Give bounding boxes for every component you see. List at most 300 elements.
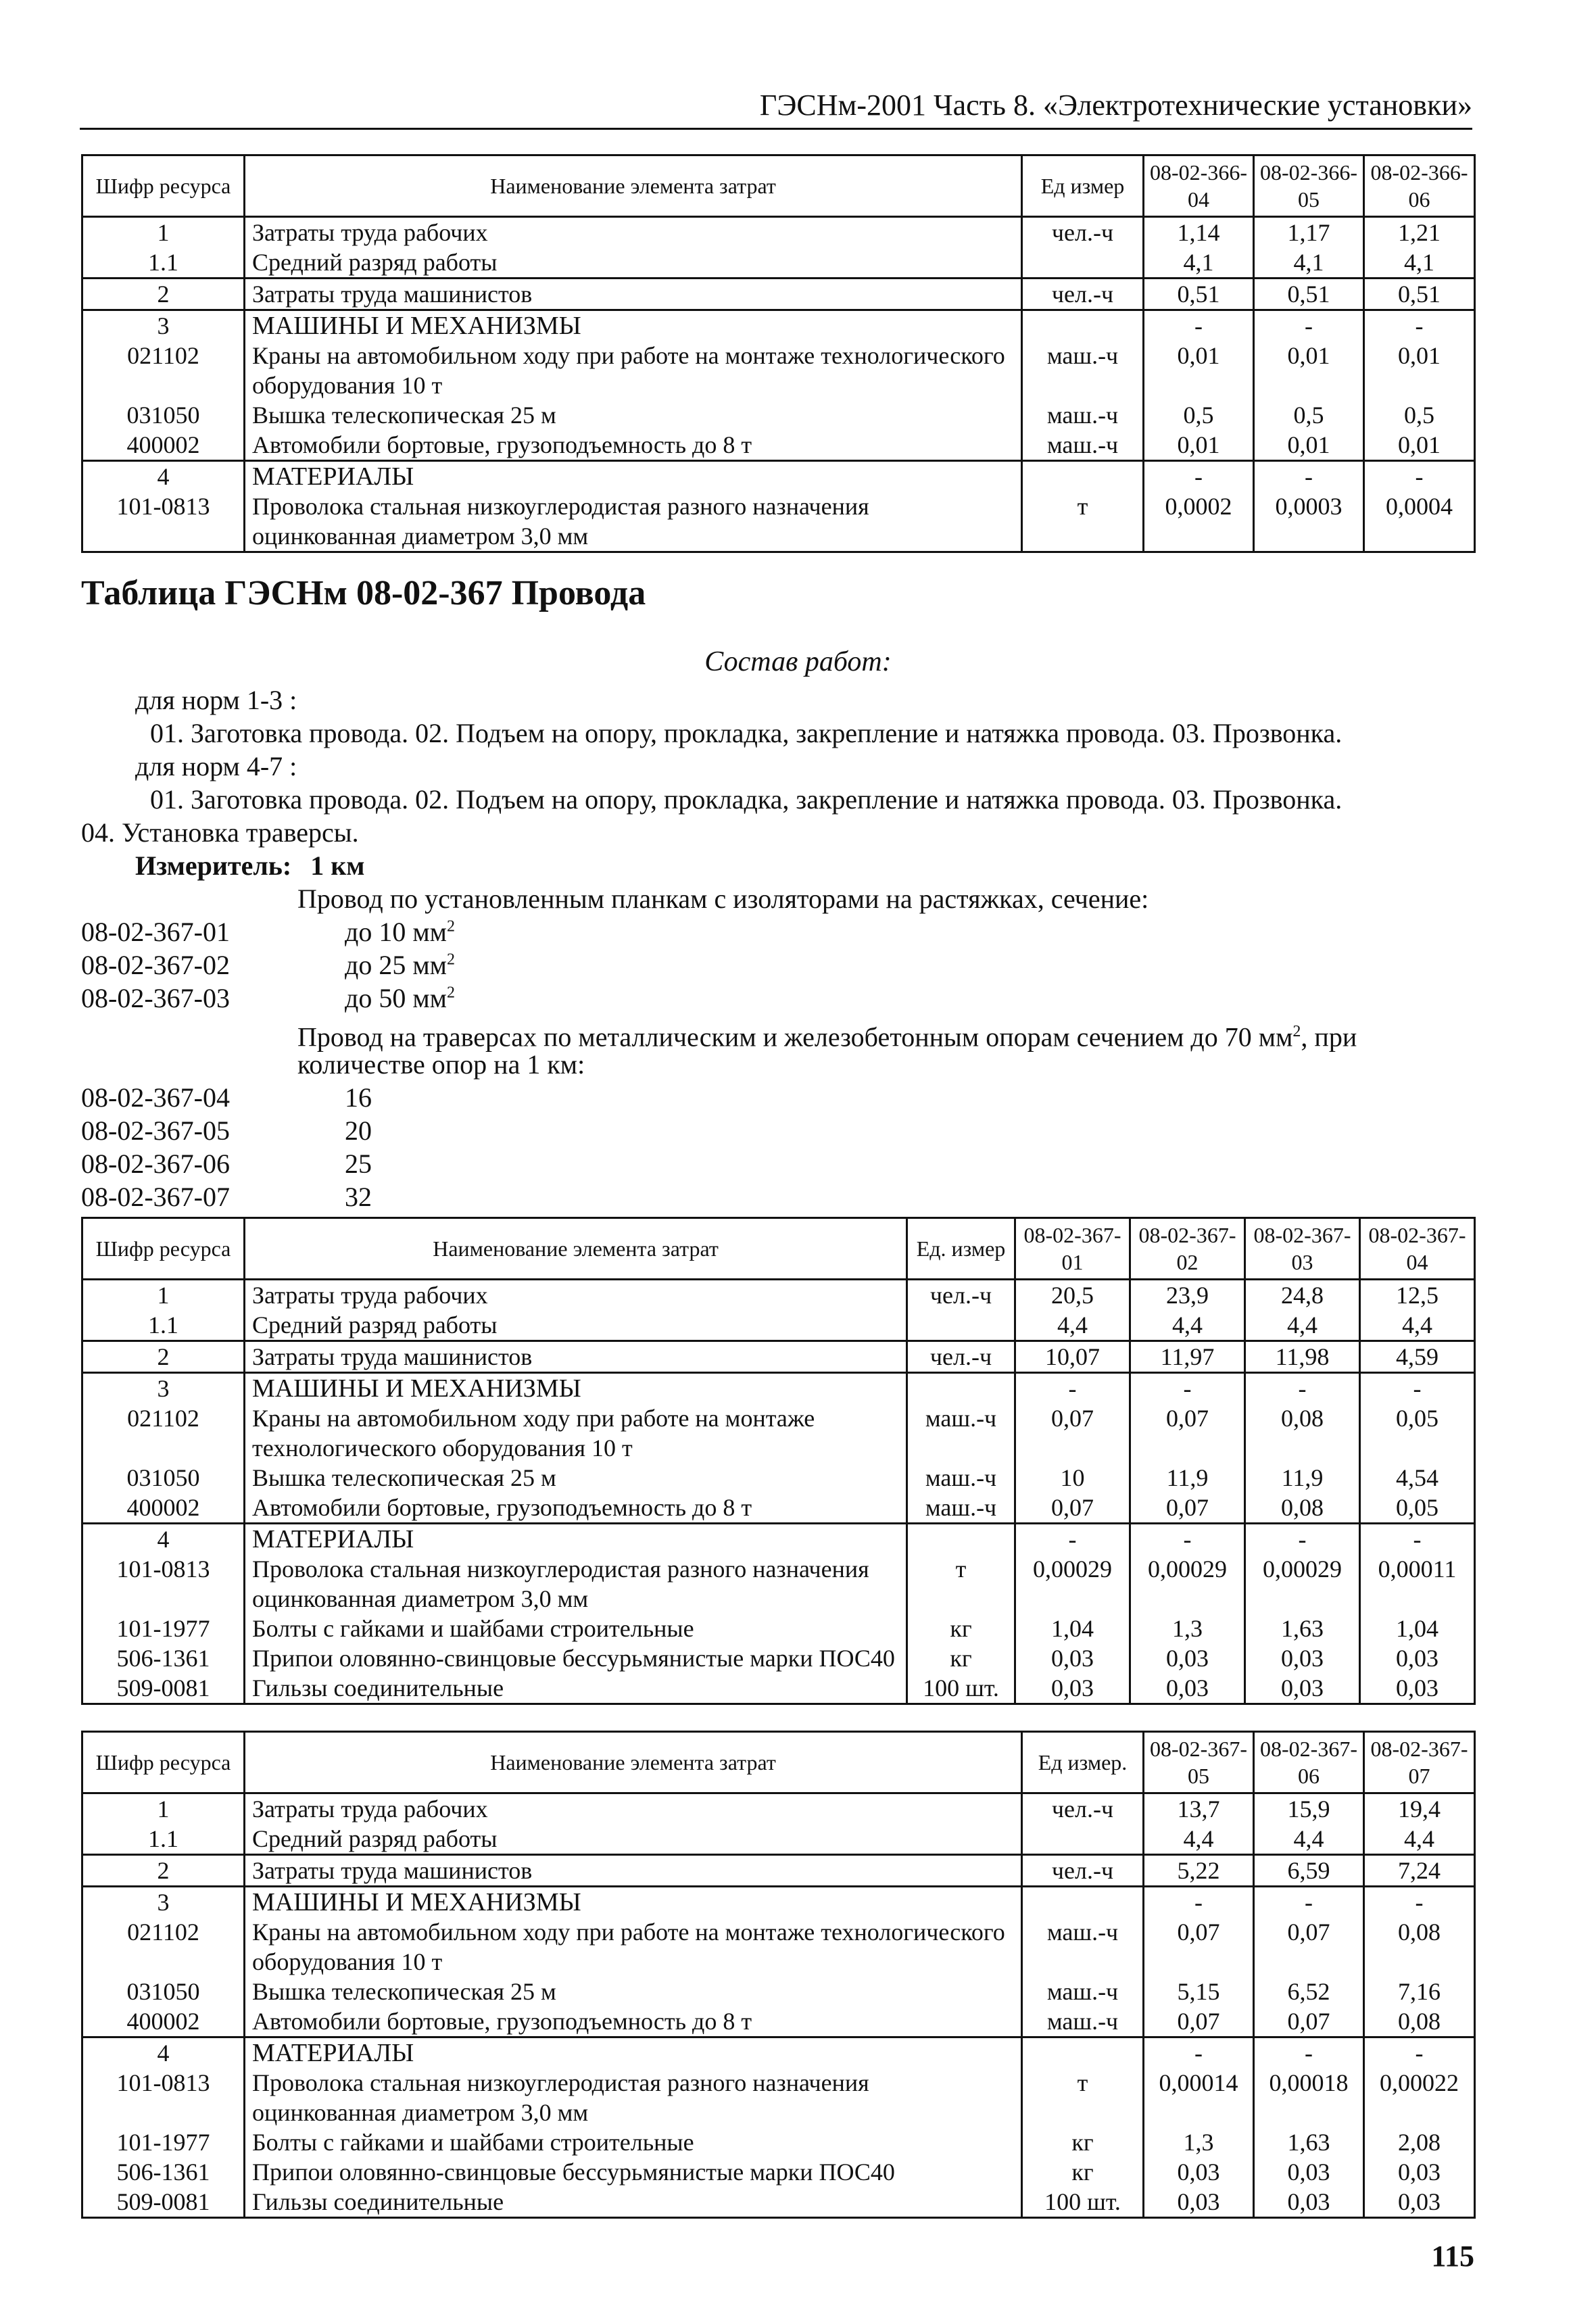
row-value: 4,4 bbox=[1015, 1310, 1130, 1341]
row-value: 1,17 bbox=[1254, 217, 1364, 248]
row-name: Средний разряд работы bbox=[245, 1824, 1022, 1855]
norm-value-sup: 2 bbox=[446, 984, 455, 1002]
col-norm-header: 08-02-367-06 bbox=[1254, 1732, 1364, 1793]
col-norm-header: 08-02-366-05 bbox=[1254, 155, 1364, 217]
row-value: 4,59 bbox=[1360, 1341, 1475, 1373]
row-unit bbox=[1022, 310, 1144, 341]
row-name: Затраты труда машинистов bbox=[245, 279, 1022, 310]
norm-code: 08-02-367-03 bbox=[81, 983, 230, 1013]
row-value: 0,00029 bbox=[1130, 1554, 1245, 1614]
row-unit: маш.-ч bbox=[1022, 2006, 1144, 2037]
table-row bbox=[82, 1493, 1475, 1524]
group2-description-line2: количестве опор на 1 км: bbox=[297, 1049, 585, 1080]
col-name-header: Наименование элемента затрат bbox=[245, 1218, 907, 1280]
table-row bbox=[82, 1614, 1475, 1643]
table-row bbox=[82, 310, 1475, 341]
row-code: 509-0081 bbox=[82, 1673, 245, 1704]
row-name: Гильзы соединительные bbox=[245, 2187, 1022, 2218]
row-name: Проволока стальная низкоуглеродистая разного назначения оцинкованная диаметром 3,0 мм bbox=[245, 491, 1022, 552]
row-value: 4,1 bbox=[1364, 247, 1475, 279]
row-value: 0,03 bbox=[1245, 1643, 1360, 1673]
row-value: 0,03 bbox=[1254, 2157, 1364, 2187]
col-norm-header: 08-02-367-05 bbox=[1144, 1732, 1254, 1793]
row-unit: чел.-ч bbox=[1022, 217, 1144, 248]
row-unit: кг bbox=[907, 1614, 1015, 1643]
table-header-row bbox=[82, 1732, 1475, 1793]
table-row bbox=[82, 430, 1475, 461]
operations-4-7-line1: 01. Заготовка провода. 02. Подъем на опору, прокладка, закрепление и натяжка провода. 03. Прозвонка. bbox=[150, 784, 1343, 815]
col-unit-header: Ед. измер bbox=[907, 1218, 1015, 1280]
row-unit: т bbox=[1022, 491, 1144, 552]
row-name: Затраты труда рабочих bbox=[245, 1280, 907, 1311]
row-value: 10,07 bbox=[1015, 1341, 1130, 1373]
table-row bbox=[82, 1824, 1475, 1855]
row-unit: маш.-ч bbox=[1022, 430, 1144, 461]
row-code: 400002 bbox=[82, 430, 245, 461]
row-value: 0,00029 bbox=[1245, 1554, 1360, 1614]
row-value: 0,07 bbox=[1254, 1917, 1364, 1977]
row-code: 101-1977 bbox=[82, 1614, 245, 1643]
row-value: 23,9 bbox=[1130, 1280, 1245, 1311]
row-value: 1,3 bbox=[1144, 2127, 1254, 2157]
row-value: 0,00018 bbox=[1254, 2068, 1364, 2127]
row-unit bbox=[907, 1373, 1015, 1404]
row-value: 0,07 bbox=[1144, 2006, 1254, 2037]
row-value: 0,07 bbox=[1144, 1917, 1254, 1977]
row-unit bbox=[907, 1524, 1015, 1555]
row-unit: 100 шт. bbox=[1022, 2187, 1144, 2218]
table-row bbox=[82, 1524, 1475, 1555]
row-value: - bbox=[1130, 1524, 1245, 1555]
row-value: 0,03 bbox=[1360, 1673, 1475, 1704]
table-row bbox=[82, 217, 1475, 248]
col-norm-header: 08-02-367-04 bbox=[1360, 1218, 1475, 1280]
row-code: 101-0813 bbox=[82, 1554, 245, 1614]
row-unit bbox=[907, 1310, 1015, 1341]
row-value: 0,03 bbox=[1254, 2187, 1364, 2218]
row-value: - bbox=[1254, 2037, 1364, 2069]
col-norm-header: 08-02-367-01 bbox=[1015, 1218, 1130, 1280]
row-name: Автомобили бортовые, грузоподъемность до 8 т bbox=[245, 1493, 907, 1524]
row-value: 1,63 bbox=[1254, 2127, 1364, 2157]
row-unit: кг bbox=[1022, 2157, 1144, 2187]
row-value: 0,01 bbox=[1254, 430, 1364, 461]
norms-1-3-label: для норм 1-3 : bbox=[135, 685, 297, 715]
row-name: Припои оловянно-свинцовые бессурьмянистые марки ПОС40 bbox=[245, 1643, 907, 1673]
row-value: 7,16 bbox=[1364, 1977, 1475, 2006]
row-name: Автомобили бортовые, грузоподъемность до 8 т bbox=[245, 2006, 1022, 2037]
row-code: 400002 bbox=[82, 2006, 245, 2037]
row-value: 12,5 bbox=[1360, 1280, 1475, 1311]
norm-value-text: до 50 мм bbox=[345, 983, 447, 1013]
row-name: Вышка телескопическая 25 м bbox=[245, 1977, 1022, 2006]
row-value: 0,5 bbox=[1364, 400, 1475, 430]
row-value: 0,00014 bbox=[1144, 2068, 1254, 2127]
row-value: 11,98 bbox=[1245, 1341, 1360, 1373]
table-row bbox=[82, 400, 1475, 430]
norm-code: 08-02-367-02 bbox=[81, 950, 230, 980]
row-value: 24,8 bbox=[1245, 1280, 1360, 1311]
row-value: 0,03 bbox=[1364, 2157, 1475, 2187]
row-unit: маш.-ч bbox=[907, 1463, 1015, 1493]
row-value: 20,5 bbox=[1015, 1280, 1130, 1311]
row-value: 0,00022 bbox=[1364, 2068, 1475, 2127]
row-value: 1,04 bbox=[1015, 1614, 1130, 1643]
section-heading: МАШИНЫ И МЕХАНИЗМЫ bbox=[245, 1887, 1022, 1918]
row-value: 0,03 bbox=[1130, 1673, 1245, 1704]
row-unit: маш.-ч bbox=[1022, 1917, 1144, 1977]
norm-code: 08-02-367-06 bbox=[81, 1149, 230, 1179]
row-value: - bbox=[1144, 2037, 1254, 2069]
row-unit bbox=[1022, 2037, 1144, 2069]
row-value: 0,07 bbox=[1015, 1493, 1130, 1524]
section-heading: МАТЕРИАЛЫ bbox=[245, 2037, 1022, 2069]
row-value: 4,54 bbox=[1360, 1463, 1475, 1493]
norm-code: 08-02-367-01 bbox=[81, 917, 230, 947]
row-code: 031050 bbox=[82, 400, 245, 430]
row-code: 101-1977 bbox=[82, 2127, 245, 2157]
row-code: 509-0081 bbox=[82, 2187, 245, 2218]
row-value: 0,01 bbox=[1364, 341, 1475, 400]
col-code-header: Шифр ресурса bbox=[82, 1218, 245, 1280]
table-row bbox=[82, 1855, 1475, 1887]
col-code-header: Шифр ресурса bbox=[82, 1732, 245, 1793]
row-value: 0,03 bbox=[1015, 1643, 1130, 1673]
norm-value-text: до 25 мм bbox=[345, 950, 447, 980]
row-value: 0,51 bbox=[1144, 279, 1254, 310]
row-value: 0,05 bbox=[1360, 1493, 1475, 1524]
row-unit: маш.-ч bbox=[1022, 1977, 1144, 2006]
row-value: 11,9 bbox=[1130, 1463, 1245, 1493]
table-row bbox=[82, 1643, 1475, 1673]
row-value: 0,05 bbox=[1360, 1403, 1475, 1463]
row-value: - bbox=[1360, 1373, 1475, 1404]
row-value: - bbox=[1015, 1524, 1130, 1555]
row-value: 0,0004 bbox=[1364, 491, 1475, 552]
row-code: 031050 bbox=[82, 1463, 245, 1493]
group2-desc-sup: 2 bbox=[1292, 1023, 1301, 1040]
row-code: 021102 bbox=[82, 1917, 245, 1977]
table-header-row bbox=[82, 1218, 1475, 1280]
running-header bbox=[80, 88, 1472, 130]
row-value: - bbox=[1364, 461, 1475, 492]
row-value: - bbox=[1015, 1373, 1130, 1404]
row-value: 19,4 bbox=[1364, 1793, 1475, 1825]
row-value: - bbox=[1245, 1373, 1360, 1404]
row-value: 0,08 bbox=[1245, 1403, 1360, 1463]
table-row bbox=[82, 491, 1475, 552]
row-code: 4 bbox=[82, 1524, 245, 1555]
norm-code: 08-02-367-07 bbox=[81, 1182, 230, 1212]
row-value: 0,03 bbox=[1130, 1643, 1245, 1673]
table-title: Таблица ГЭСНм 08-02-367 Провода bbox=[81, 574, 646, 612]
table-row bbox=[82, 1977, 1475, 2006]
row-value: 0,00029 bbox=[1015, 1554, 1130, 1614]
row-code: 021102 bbox=[82, 341, 245, 400]
row-unit bbox=[1022, 461, 1144, 492]
row-code: 101-0813 bbox=[82, 2068, 245, 2127]
col-code-header: Шифр ресурса bbox=[82, 155, 245, 217]
col-name-header: Наименование элемента затрат bbox=[245, 155, 1022, 217]
meter-value: 1 км bbox=[310, 850, 365, 881]
norm-value bbox=[345, 982, 455, 1014]
row-value: - bbox=[1130, 1373, 1245, 1404]
row-name: Вышка телескопическая 25 м bbox=[245, 400, 1022, 430]
row-value: - bbox=[1360, 1524, 1475, 1555]
row-unit: чел.-ч bbox=[907, 1280, 1015, 1311]
group1-description: Провод по установленным планкам с изоляторами на растяжках, сечение: bbox=[297, 884, 1149, 914]
row-code: 2 bbox=[82, 1341, 245, 1373]
row-value: - bbox=[1364, 310, 1475, 341]
row-value: - bbox=[1144, 310, 1254, 341]
row-name: Болты с гайками и шайбами строительные bbox=[245, 2127, 1022, 2157]
row-value: 5,22 bbox=[1144, 1855, 1254, 1887]
meter bbox=[135, 850, 365, 882]
row-value: 0,5 bbox=[1144, 400, 1254, 430]
row-value: 0,51 bbox=[1364, 279, 1475, 310]
norm-code: 08-02-367-05 bbox=[81, 1115, 230, 1146]
col-norm-header: 08-02-367-02 bbox=[1130, 1218, 1245, 1280]
row-name: Средний разряд работы bbox=[245, 1310, 907, 1341]
row-unit: т bbox=[1022, 2068, 1144, 2127]
norm-value: 32 bbox=[345, 1182, 372, 1212]
table-header-row bbox=[82, 155, 1475, 217]
row-value: 4,4 bbox=[1364, 1824, 1475, 1855]
row-value: 1,14 bbox=[1144, 217, 1254, 248]
row-value: 0,0002 bbox=[1144, 491, 1254, 552]
table-row bbox=[82, 2157, 1475, 2187]
section-heading: МАТЕРИАЛЫ bbox=[245, 1524, 907, 1555]
row-value: 10 bbox=[1015, 1463, 1130, 1493]
group2-desc-b: , при bbox=[1301, 1021, 1357, 1053]
table-row bbox=[82, 1463, 1475, 1493]
row-name: Проволока стальная низкоуглеродистая разного назначения оцинкованная диаметром 3,0 мм bbox=[245, 2068, 1022, 2127]
row-value: 0,01 bbox=[1254, 341, 1364, 400]
row-code: 3 bbox=[82, 1373, 245, 1404]
row-unit bbox=[1022, 1824, 1144, 1855]
col-norm-header: 08-02-366-06 bbox=[1364, 155, 1475, 217]
row-code: 2 bbox=[82, 1855, 245, 1887]
norm-value: 16 bbox=[345, 1082, 372, 1113]
row-code: 4 bbox=[82, 461, 245, 492]
row-value: 4,4 bbox=[1245, 1310, 1360, 1341]
row-code: 031050 bbox=[82, 1977, 245, 2006]
running-title: ГЭСНм-2001 Часть 8. «Электротехнические установки» bbox=[759, 89, 1472, 122]
table-row bbox=[82, 1373, 1475, 1404]
resource-table-366 bbox=[81, 154, 1476, 553]
resource-table-367-05-07 bbox=[81, 1731, 1476, 2219]
row-value: 0,07 bbox=[1015, 1403, 1130, 1463]
row-value: 11,9 bbox=[1245, 1463, 1360, 1493]
row-value: 4,4 bbox=[1144, 1824, 1254, 1855]
table-row bbox=[82, 279, 1475, 310]
row-name: Припои оловянно-свинцовые бессурьмянистые марки ПОС40 bbox=[245, 2157, 1022, 2187]
col-norm-header: 08-02-366-04 bbox=[1144, 155, 1254, 217]
row-value: 0,03 bbox=[1360, 1643, 1475, 1673]
norm-value: 25 bbox=[345, 1149, 372, 1179]
table-row bbox=[82, 1310, 1475, 1341]
row-code: 1 bbox=[82, 1793, 245, 1825]
row-name: Краны на автомобильном ходу при работе на монтаже технологического оборудования 10 т bbox=[245, 1917, 1022, 1977]
row-code: 021102 bbox=[82, 1403, 245, 1463]
row-code: 506-1361 bbox=[82, 2157, 245, 2187]
section-heading: МАТЕРИАЛЫ bbox=[245, 461, 1022, 492]
table-row bbox=[82, 2006, 1475, 2037]
row-value: 0,03 bbox=[1144, 2157, 1254, 2187]
row-code: 1.1 bbox=[82, 1824, 245, 1855]
row-code: 1 bbox=[82, 1280, 245, 1311]
row-unit: т bbox=[907, 1554, 1015, 1614]
row-code: 101-0813 bbox=[82, 491, 245, 552]
table-row bbox=[82, 461, 1475, 492]
row-name: Затраты труда машинистов bbox=[245, 1341, 907, 1373]
norms-4-7-label: для норм 4-7 : bbox=[135, 751, 297, 781]
row-code: 4 bbox=[82, 2037, 245, 2069]
row-value: 0,0003 bbox=[1254, 491, 1364, 552]
row-value: - bbox=[1144, 1887, 1254, 1918]
row-unit: чел.-ч bbox=[1022, 279, 1144, 310]
row-value: 0,07 bbox=[1254, 2006, 1364, 2037]
row-value: 0,03 bbox=[1245, 1673, 1360, 1704]
row-code: 1.1 bbox=[82, 247, 245, 279]
col-unit-header: Ед измер bbox=[1022, 155, 1144, 217]
row-name: Средний разряд работы bbox=[245, 247, 1022, 279]
norm-value-sup: 2 bbox=[446, 917, 455, 936]
row-name: Гильзы соединительные bbox=[245, 1673, 907, 1704]
row-name: Краны на автомобильном ходу при работе на монтаже технологического оборудования 10 т bbox=[245, 1403, 907, 1463]
norm-value bbox=[345, 949, 455, 981]
row-value: 1,63 bbox=[1245, 1614, 1360, 1643]
table-row bbox=[82, 1793, 1475, 1825]
row-value: 4,1 bbox=[1254, 247, 1364, 279]
row-code: 400002 bbox=[82, 1493, 245, 1524]
row-name: Краны на автомобильном ходу при работе на монтаже технологического оборудования 10 т bbox=[245, 341, 1022, 400]
row-value: - bbox=[1144, 461, 1254, 492]
row-value: 0,03 bbox=[1144, 2187, 1254, 2218]
row-value: 15,9 bbox=[1254, 1793, 1364, 1825]
row-unit bbox=[1022, 1887, 1144, 1918]
table-row bbox=[82, 1673, 1475, 1704]
page-number: 115 bbox=[1431, 2240, 1474, 2273]
row-name: Затраты труда рабочих bbox=[245, 1793, 1022, 1825]
table-row bbox=[82, 2127, 1475, 2157]
norm-value-text: до 10 мм bbox=[345, 917, 447, 947]
row-value: 5,15 bbox=[1144, 1977, 1254, 2006]
row-value: 6,59 bbox=[1254, 1855, 1364, 1887]
row-value: 0,03 bbox=[1364, 2187, 1475, 2218]
table-row bbox=[82, 341, 1475, 400]
table-row bbox=[82, 247, 1475, 279]
row-unit: маш.-ч bbox=[907, 1403, 1015, 1463]
row-value: - bbox=[1254, 310, 1364, 341]
section-heading: МАШИНЫ И МЕХАНИЗМЫ bbox=[245, 1373, 907, 1404]
row-value: 11,97 bbox=[1130, 1341, 1245, 1373]
row-value: 4,4 bbox=[1360, 1310, 1475, 1341]
row-name: Вышка телескопическая 25 м bbox=[245, 1463, 907, 1493]
operations-4-7-line2: 04. Установка траверсы. bbox=[81, 817, 359, 848]
table-row bbox=[82, 1403, 1475, 1463]
row-value: 0,01 bbox=[1364, 430, 1475, 461]
row-code: 3 bbox=[82, 310, 245, 341]
table-row bbox=[82, 2037, 1475, 2069]
col-norm-header: 08-02-367-03 bbox=[1245, 1218, 1360, 1280]
row-value: 4,4 bbox=[1130, 1310, 1245, 1341]
row-value: 0,03 bbox=[1015, 1673, 1130, 1704]
table-row bbox=[82, 1917, 1475, 1977]
row-unit: маш.-ч bbox=[1022, 400, 1144, 430]
row-unit: маш.-ч bbox=[907, 1493, 1015, 1524]
row-unit: чел.-ч bbox=[1022, 1793, 1144, 1825]
group2-desc-a: Провод на траверсах по металлическим и железобетонным опорам сечением до 70 мм bbox=[297, 1021, 1293, 1053]
operations-1-3: 01. Заготовка провода. 02. Подъем на опору, прокладка, закрепление и натяжка провода. 03. Прозвонка. bbox=[150, 718, 1343, 748]
row-code: 1.1 bbox=[82, 1310, 245, 1341]
composition-heading: Состав работ: bbox=[704, 646, 892, 677]
row-unit: кг bbox=[907, 1643, 1015, 1673]
row-value: - bbox=[1364, 1887, 1475, 1918]
norm-value: 20 bbox=[345, 1115, 372, 1146]
meter-label: Измеритель: bbox=[135, 850, 292, 881]
row-unit: кг bbox=[1022, 2127, 1144, 2157]
row-code: 1 bbox=[82, 217, 245, 248]
row-code: 506-1361 bbox=[82, 1643, 245, 1673]
row-unit bbox=[1022, 247, 1144, 279]
row-code: 3 bbox=[82, 1887, 245, 1918]
col-name-header: Наименование элемента затрат bbox=[245, 1732, 1022, 1793]
section-heading: МАШИНЫ И МЕХАНИЗМЫ bbox=[245, 310, 1022, 341]
row-unit: 100 шт. bbox=[907, 1673, 1015, 1704]
norm-value-sup: 2 bbox=[446, 950, 455, 969]
row-value: 4,1 bbox=[1144, 247, 1254, 279]
table-row bbox=[82, 2068, 1475, 2127]
row-value: 7,24 bbox=[1364, 1855, 1475, 1887]
row-code: 2 bbox=[82, 279, 245, 310]
row-value: 0,07 bbox=[1130, 1493, 1245, 1524]
row-name: Затраты труда рабочих bbox=[245, 217, 1022, 248]
row-value: - bbox=[1364, 2037, 1475, 2069]
row-name: Затраты труда машинистов bbox=[245, 1855, 1022, 1887]
row-value: 0,01 bbox=[1144, 341, 1254, 400]
resource-table-367-01-04 bbox=[81, 1217, 1476, 1705]
row-value: 0,08 bbox=[1364, 2006, 1475, 2037]
table-row bbox=[82, 1280, 1475, 1311]
row-value: 0,08 bbox=[1245, 1493, 1360, 1524]
row-value: 13,7 bbox=[1144, 1793, 1254, 1825]
row-name: Проволока стальная низкоуглеродистая разного назначения оцинкованная диаметром 3,0 мм bbox=[245, 1554, 907, 1614]
row-value: 6,52 bbox=[1254, 1977, 1364, 2006]
row-value: 0,00011 bbox=[1360, 1554, 1475, 1614]
row-value: 2,08 bbox=[1364, 2127, 1475, 2157]
row-unit: маш.-ч bbox=[1022, 341, 1144, 400]
col-norm-header: 08-02-367-07 bbox=[1364, 1732, 1475, 1793]
group2-description-line1 bbox=[297, 1015, 1474, 1053]
norm-value bbox=[345, 916, 455, 948]
row-value: 1,21 bbox=[1364, 217, 1475, 248]
col-unit-header: Ед измер. bbox=[1022, 1732, 1144, 1793]
norm-code: 08-02-367-04 bbox=[81, 1082, 230, 1113]
row-value: 4,4 bbox=[1254, 1824, 1364, 1855]
row-value: 0,08 bbox=[1364, 1917, 1475, 1977]
row-value: 0,01 bbox=[1144, 430, 1254, 461]
row-name: Автомобили бортовые, грузоподъемность до 8 т bbox=[245, 430, 1022, 461]
row-value: 0,5 bbox=[1254, 400, 1364, 430]
row-unit: чел.-ч bbox=[907, 1341, 1015, 1373]
row-value: - bbox=[1254, 461, 1364, 492]
row-value: 1,3 bbox=[1130, 1614, 1245, 1643]
table-row bbox=[82, 1554, 1475, 1614]
table-row bbox=[82, 1341, 1475, 1373]
row-unit: чел.-ч bbox=[1022, 1855, 1144, 1887]
row-value: 0,51 bbox=[1254, 279, 1364, 310]
